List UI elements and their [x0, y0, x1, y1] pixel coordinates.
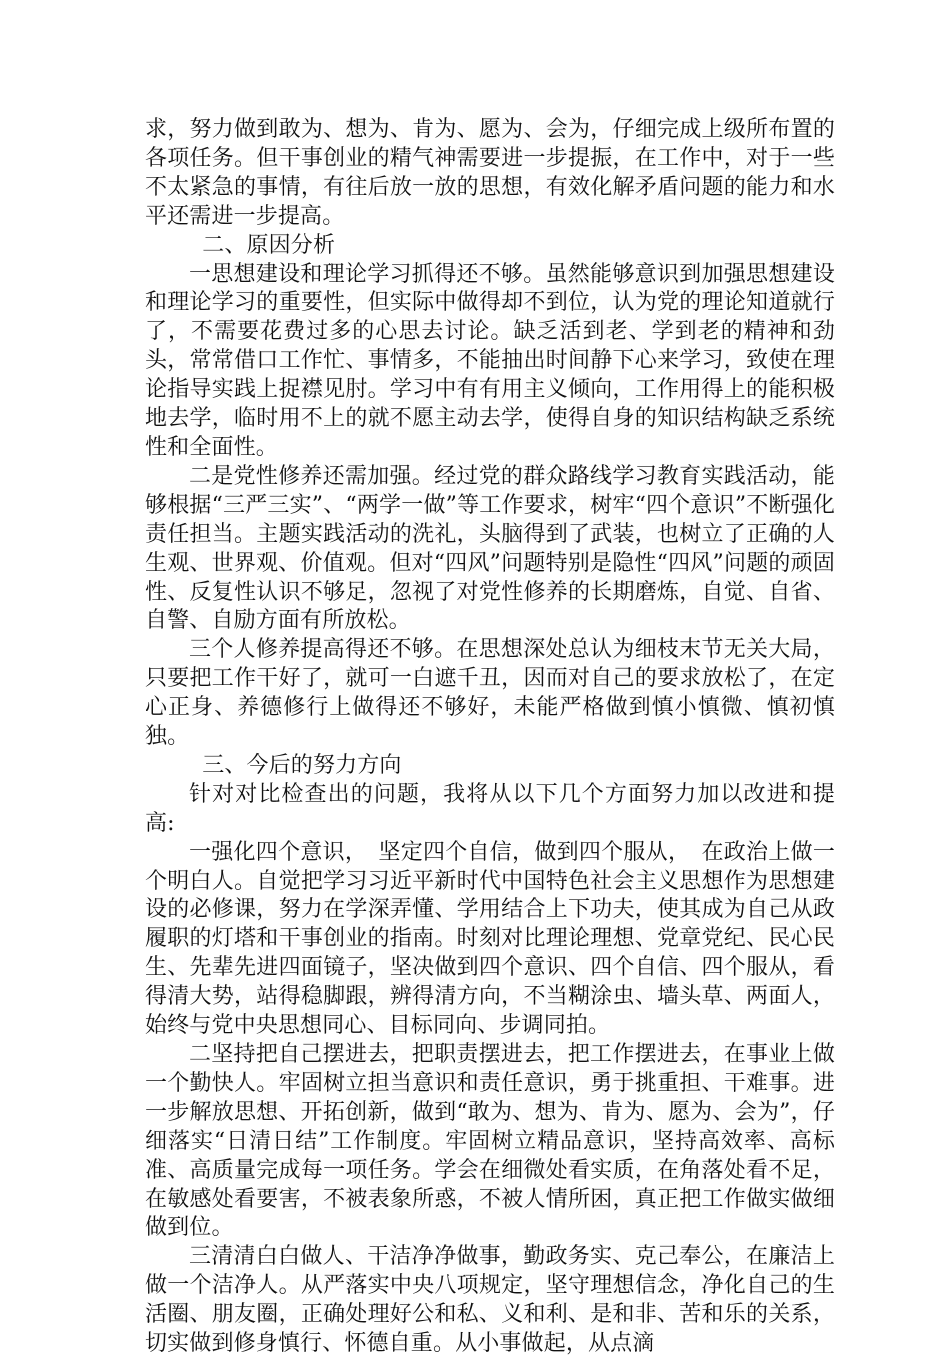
- paragraph-integrity: 三清清白白做人、干洁净净做事，勤政务实、克己奉公，在廉洁上做一个洁净人。从严落实中央八项规定，坚守理想信念，净化自己的生活圈、朋友圈，正确处理好公和私、义和利、是和非、苦和乐的关系，切实做到修身慎行、怀德自重。从小事做起，从点滴: [145, 1244, 835, 1357]
- document-page: [145, 116, 835, 1359]
- section-heading-future-direction: 三、今后的努力方向: [202, 752, 402, 778]
- paragraph-theory-study: 一思想建设和理论学习抓得还不够。虽然能够意识到加强思想建设和理论学习的重要性，但实际中做得却不到位，认为党的理论知道就行了，不需要花费过多的心思去讨论。缺乏活到老、学到老的精神和劲头，常常借口工作忙、事情多，不能抽出时间静下心来学习，致使在理论指导实践上捉襟见肘。学习中有有用主义倾向，工作用得上的能积极地去学，临时用不上的就不愿主动去学，使得自身的知识结构缺乏系统性和全面性。: [145, 261, 835, 460]
- paragraph-improvement-intro: 针对对比检查出的问题，我将从以下几个方面努力加以改进和提高:: [145, 781, 835, 836]
- section-heading-cause-analysis: 二、原因分析: [202, 232, 336, 258]
- paragraph-personal-cultivation: 三个人修养提高得还不够。在思想深处总认为细枝末节无关大局，只要把工作干好了，就可一白遮千丑，因而对自己的要求放松了，在定心正身、养德修行上做得还不够好，未能严格做到慎小慎微、慎初慎独。: [145, 637, 835, 750]
- paragraph-diligent-work: 二坚持把自己摆进去，把职责摆进去，把工作摆进去，在事业上做一个勤快人。牢固树立担当意识和责任意识，勇于挑重担、干难事。进一步解放思想、开拓创新，做到“敢为、想为、肯为、愿为、会为”，仔细落实“日清日结”工作制度。牢固树立精品意识，坚持高效率、高标准、高质量完成每一项任务。学会在细微处看实质，在角落处看不足，在敏感处看要害，不被表象所惑，不被人情所困，真正把工作做实做细做到位。: [145, 1042, 835, 1241]
- paragraph-continuation: 求，努力做到敢为、想为、肯为、愿为、会为，仔细完成上级所布置的各项任务。但干事创业的精气神需要进一步提振，在工作中，对于一些不太紧急的事情，有往后放一放的思想，有效化解矛盾问题的能力和水平还需进一步提高。: [145, 117, 835, 229]
- paragraph-four-consciousness: 一强化四个意识， 坚定四个自信，做到四个服从， 在政治上做一个明白人。自觉把学习习近平新时代中国特色社会主义思想作为思想建设的必修课，努力在学深弄懂、学用结合上下功夫，使其成为自己从政履职的灯塔和干事创业的指南。时刻对比理论理想、党章党纪、民心民生、先辈先进四面镜子，坚决做到四个意识、四个自信、四个服从，看得清大势，站得稳脚跟，辨得清方向，不当糊涂虫、墙头草、两面人，始终与党中央思想同心、目标同向、步调同拍。: [145, 839, 835, 1039]
- paragraph-party-spirit: 二是党性修养还需加强。经过党的群众路线学习教育实践活动，能够根据“三严三实”、“两学一做”等工作要求，树牢“四个意识”不断强化责任担当。主题实践活动的洗礼，头脑得到了武装，也树立了正确的人生观、世界观、价值观。但对“四风”问题特别是隐性“四风”问题的顽固性、反复性认识不够足，忽视了对党性修养的长期磨炼，自觉、自省、自警、自励方面有所放松。: [145, 463, 835, 634]
